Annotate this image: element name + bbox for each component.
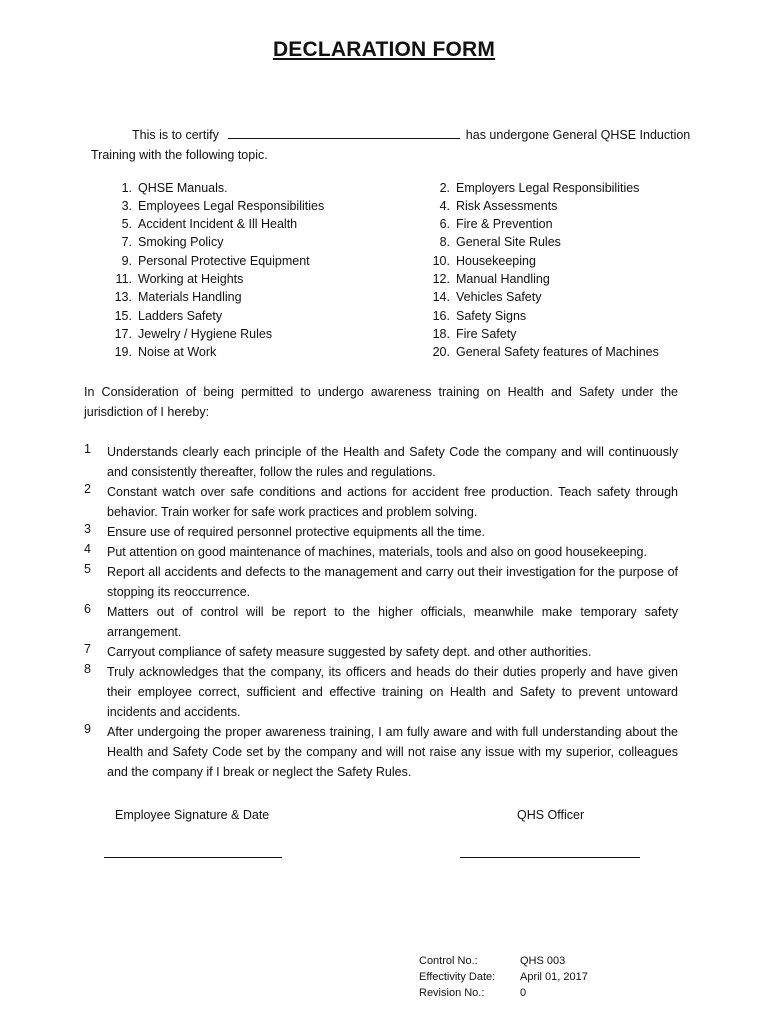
topic-item: 20. General Safety features of Machines	[432, 345, 659, 359]
form-title: DECLARATION FORM	[272, 38, 496, 61]
clause-item: 5 Report all accidents and defects to the management and carry out their investigation for the purpose of stopping its reoccurrence.	[84, 562, 678, 599]
control-no-label: Control No.:	[419, 955, 478, 967]
clause-item: 7 Carryout compliance of safety measure suggested by safety dept. and other authorities.	[84, 642, 592, 659]
clause-item: 9 After undergoing the proper awareness training, I am fully aware and with full understanding about the Health and Safety Code set by the company and will not raise any issue with my superior, colleagues and the company if I break or neglect the Safety Rules.	[84, 722, 678, 779]
qhs-officer-signature-line[interactable]	[460, 856, 640, 858]
employee-signature-line[interactable]	[104, 856, 282, 858]
revision-no-label: Revision No.:	[419, 987, 485, 999]
topic-item: 11. Working at Heights	[115, 272, 244, 286]
certify-prefix: This is to certify	[132, 128, 219, 142]
control-no-value: QHS 003	[520, 955, 566, 967]
topic-item: 4. Risk Assessments	[439, 199, 558, 213]
topic-item: 12. Manual Handling	[432, 272, 550, 286]
clause-item: 2 Constant watch over safe conditions and actions for accident free production. Teach safety through behavior. Train worker for safe work practices and problem solving.	[84, 482, 678, 519]
employee-signature-label: Employee Signature & Date	[115, 808, 270, 822]
topic-item: 6. Fire & Prevention	[439, 217, 553, 231]
topic-item: 5. Accident Incident & Ill Health	[121, 217, 298, 231]
certify-suffix: has undergone General QHSE Induction	[465, 128, 691, 142]
topic-item: 10. Housekeeping	[432, 254, 536, 268]
clause-item: 1 Understands clearly each principle of the Health and Safety Code the company and will continuously and consistently thereafter, follow the rules and regulations.	[84, 442, 678, 479]
certify-line	[132, 127, 690, 142]
revision-no-value: 0	[520, 987, 527, 999]
topic-item: 13. Materials Handling	[114, 290, 242, 304]
name-blank-field[interactable]	[228, 127, 460, 139]
effectivity-date-value: April 01, 2017	[520, 971, 588, 983]
consideration-paragraph: In Consideration of being permitted to undergo awareness training on Health and Safety under the jurisdiction of I hereby:	[84, 385, 678, 419]
effectivity-date-label: Effectivity Date:	[419, 971, 496, 983]
topic-item: 9. Personal Protective Equipment	[121, 254, 310, 268]
topic-item: 16. Safety Signs	[432, 309, 527, 323]
topic-item: 7. Smoking Policy	[121, 235, 224, 249]
topic-item: 15. Ladders Safety	[114, 309, 223, 323]
topic-item: 18. Fire Safety	[432, 327, 517, 341]
topic-item: 8. General Site Rules	[439, 235, 561, 249]
clause-item: 3 Ensure use of required personnel protective equipments all the time.	[84, 522, 485, 539]
qhs-officer-label: QHS Officer	[517, 808, 585, 822]
topic-item: 3. Employees Legal Responsibilities	[121, 199, 325, 213]
clause-item: 6 Matters out of control will be report to the higher officials, meanwhile make temporary safety arrangement.	[84, 602, 678, 639]
certify-line-2: Training with the following topic.	[91, 148, 268, 162]
topic-item: 1. QHSE Manuals.	[121, 181, 228, 195]
topic-item: 17. Jewelry / Hygiene Rules	[114, 327, 273, 341]
clause-item: 8 Truly acknowledges that the company, its officers and heads do their duties properly and have given their employee correct, sufficient and effective training on Health and Safety to prevent untoward incidents and accidents.	[84, 662, 678, 719]
topic-item: 2. Employers Legal Responsibilities	[439, 181, 640, 195]
topic-item: 19. Noise at Work	[114, 345, 217, 359]
clause-item: 4 Put attention on good maintenance of machines, materials, tools and also on good housekeeping.	[84, 542, 647, 559]
topic-item: 14. Vehicles Safety	[432, 290, 542, 304]
